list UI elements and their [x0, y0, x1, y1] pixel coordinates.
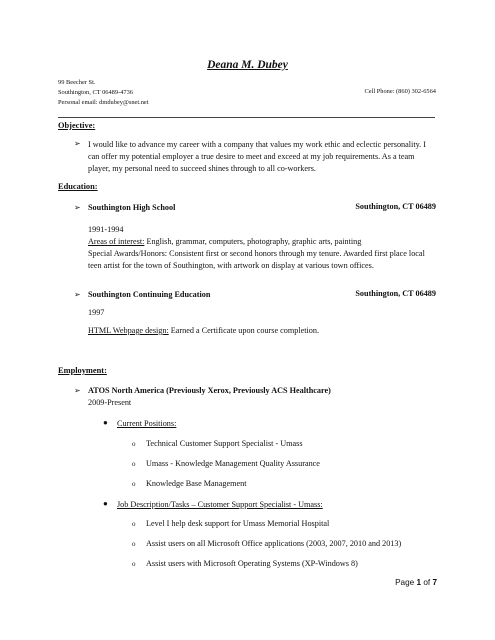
arrow-bullet-icon: ➢ [74, 290, 81, 299]
page-number [395, 578, 437, 587]
school-location: Southington, CT 06489 [355, 289, 436, 298]
total-pages: 7 [432, 578, 437, 587]
company-years: 2009-Present [88, 398, 132, 407]
circle-bullet-icon: o [132, 460, 136, 468]
circle-bullet-icon: o [132, 560, 136, 568]
school-honors: Special Awards/Honors: Consistent first or second honors through my tenure. Awarded first place local teen artist for the town of Southington, with artwork on display at various town offices. [88, 249, 425, 271]
school-name: Southington High School [88, 203, 176, 212]
position-item: Umass - Knowledge Management Quality Assurance [146, 459, 320, 468]
interests-label: Areas of interest: [88, 237, 145, 246]
contact-city: Southington, CT 06489-4736 [58, 89, 133, 96]
header-divider [58, 117, 435, 118]
circle-bullet-icon: o [132, 480, 136, 488]
objective-text: I would like to advance my career with a company that values my work ethic and eclectic personality. I can offer my potential employer a true desire to meet and exceed at my job requirements. As a team player, my personal need to succeed shines through to all co-workers. [88, 140, 426, 174]
bullet-dot-icon: ● [103, 418, 108, 427]
company-name: ATOS North America (Previously Xerox, Previously ACS Healthcare) [88, 386, 331, 395]
tasks-label-text: Job Description/Tasks – Customer Support Specialist - Umass: [117, 500, 323, 509]
page-word: Page [395, 578, 417, 587]
current-positions-text: Current Positions: [117, 419, 177, 428]
resume-name: Deana M. Dubey [207, 59, 288, 71]
tasks-label [117, 499, 323, 511]
employment-heading: Employment: [58, 366, 107, 375]
bullet-dot-icon: ● [103, 499, 108, 508]
current-page: 1 [416, 578, 422, 587]
contact-street: 99 Beecher St. [58, 79, 96, 86]
objective-heading: Objective: [58, 121, 96, 130]
course-label: HTML Webpage design: [88, 326, 169, 335]
school-course [88, 325, 438, 337]
school-years: 1991-1994 [88, 225, 124, 234]
school-interests [88, 236, 438, 248]
circle-bullet-icon: o [132, 440, 136, 448]
task-item: Level I help desk support for Umass Memorial Hospital [146, 519, 330, 528]
school-years: 1997 [88, 308, 105, 317]
position-item: Technical Customer Support Specialist - Umass [146, 439, 303, 448]
arrow-bullet-icon: ➢ [74, 203, 81, 212]
school-name: Southington Continuing Education [88, 290, 211, 299]
school-location: Southington, CT 06489 [355, 202, 436, 211]
contact-email: Personal email: dmdubey@snet.net [58, 99, 149, 106]
of-word: of [421, 578, 433, 587]
task-item: Assist users on all Microsoft Office applications (2003, 2007, 2010 and 2013) [146, 539, 402, 548]
course-text: Earned a Certificate upon course completion. [168, 326, 320, 335]
education-heading: Education: [58, 182, 98, 191]
current-positions-label [117, 418, 176, 430]
arrow-bullet-icon: ➢ [74, 386, 81, 395]
contact-cell: Cell Phone: (860) 302-6564 [364, 88, 436, 95]
circle-bullet-icon: o [132, 540, 136, 548]
task-item: Assist users with Microsoft Operating Systems (XP-Windows 8) [146, 559, 358, 568]
arrow-bullet-icon: ➢ [74, 139, 81, 148]
interests-text: English, grammar, computers, photography, graphic arts, painting [144, 237, 362, 246]
position-item: Knowledge Base Management [146, 479, 247, 488]
circle-bullet-icon: o [132, 520, 136, 528]
